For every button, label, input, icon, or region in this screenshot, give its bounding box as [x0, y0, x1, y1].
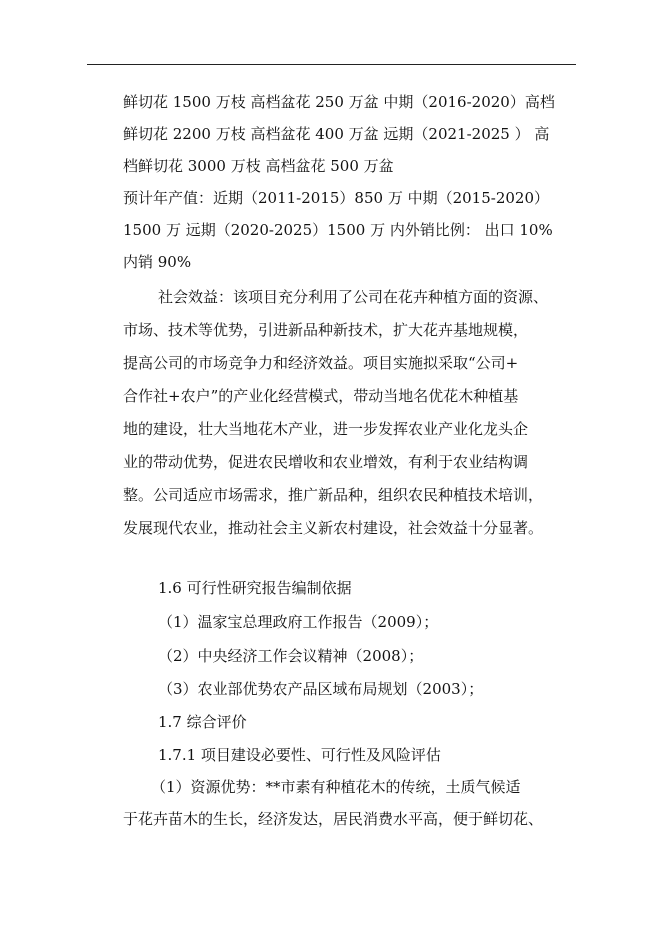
paragraph-line: （1）资源优势：**市素有种植花木的传统，土质气候适: [151, 778, 521, 796]
reference-item: （1）温家宝总理政府工作报告（2009）；: [158, 613, 439, 631]
paragraph-line: 市场、技术等优势，引进新品种新技术，扩大花卉基地规模，: [123, 321, 529, 339]
text-line: 档鲜切花 3000 万枝 高档盆花 500 万盆: [123, 157, 394, 175]
paragraph-line: 整。公司适应市场需求，推广新品种，组织农民种植技术培训，: [123, 486, 544, 504]
paragraph-line: 提高公司的市场竞争力和经济效益。项目实施拟采取“公司+: [123, 354, 519, 372]
section-heading: 1.6 可行性研究报告编制依据: [158, 579, 352, 597]
paragraph-line: 发展现代农业，推动社会主义新农村建设，社会效益十分显著。: [123, 519, 544, 537]
reference-item: （2）中央经济工作会议精神（2008）；: [158, 647, 424, 665]
paragraph-line: 地的建设，壮大当地花木产业，进一步发挥农业产业化龙头企: [123, 420, 529, 438]
text-line: 鲜切花 1500 万枝 高档盆花 250 万盆 中期（2016-2020）高档: [123, 93, 555, 111]
text-line: 1500 万 远期（2020-2025）1500 万 内外销比例： 出口 10%: [123, 221, 553, 239]
header-rule: [87, 64, 576, 65]
reference-item: （3）农业部优势农产品区域布局规划（2003）；: [158, 680, 484, 698]
text-line: 内销 90%: [123, 253, 192, 271]
paragraph-line: 社会效益：该项目充分利用了公司在花卉种植方面的资源、: [158, 288, 549, 306]
section-heading: 1.7 综合评价: [158, 713, 247, 731]
text-line: 鲜切花 2200 万枝 高档盆花 400 万盆 远期（2021-2025 ） 高: [123, 125, 550, 143]
subsection-heading: 1.7.1 项目建设必要性、可行性及风险评估: [158, 746, 441, 764]
paragraph-line: 业的带动优势，促进农民增收和农业增效，有利于农业结构调: [123, 453, 529, 471]
paragraph-line: 合作社+农户”的产业化经营模式，带动当地名优花木种植基: [123, 387, 519, 405]
paragraph-line: 于花卉苗木的生长，经济发达，居民消费水平高，便于鲜切花、: [123, 810, 544, 828]
text-line: 预计年产值：近期（2011-2015）850 万 中期（2015-2020）: [123, 189, 550, 207]
